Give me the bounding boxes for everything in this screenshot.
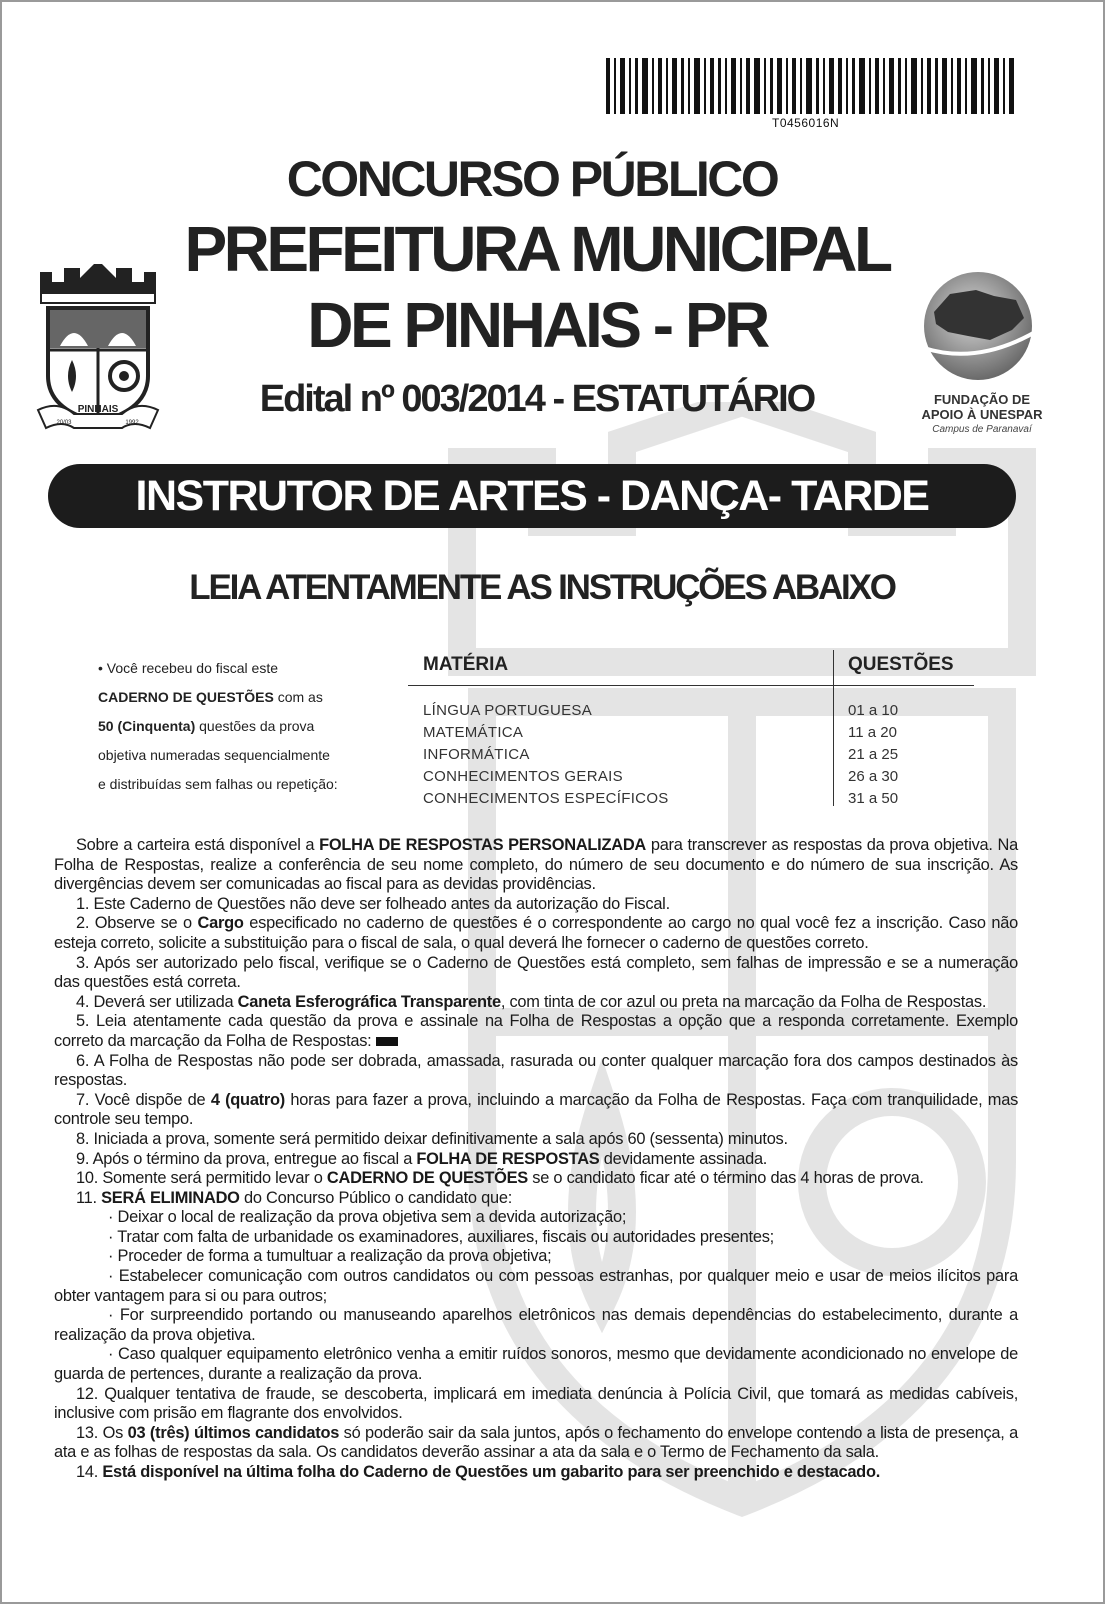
title-line-2: PREFEITURA MUNICIPAL (184, 213, 890, 285)
instruction-3: 3. Após ser autorizado pelo fiscal, verifique se o Caderno de Questões está completo, sem falhas de impressão e se a numeração das questões está correta. (54, 953, 1018, 992)
foundation-campus: Campus de Paranavaí (932, 424, 1032, 435)
table-row: INFORMÁTICA (423, 746, 530, 763)
table-row: CONHECIMENTOS ESPECÍFICOS (423, 790, 669, 807)
table-row: 26 a 30 (848, 768, 899, 785)
table-divider (408, 685, 974, 686)
read-instructions-heading: LEIA ATENTAMENTE AS INSTRUÇÕES ABAIXO (189, 568, 895, 607)
elimination-item-3: · Proceder de forma a tumultuar a realização da prova objetiva; (108, 1247, 552, 1266)
instructions-body (54, 836, 1018, 1483)
answer-mark-example (376, 1037, 398, 1046)
instruction-2: 2. Observe se o Cargo especificado no caderno de questões é o correspondente ao cargo no qual você fez a inscrição. Caso não esteja correto, solicite a substituição para o fiscal de sala, o qual deverá lhe fornecer o caderno de questões correto. (54, 914, 1018, 952)
table-column-divider (833, 650, 834, 806)
position-banner: INSTRUTOR DE ARTES - DANÇA- TARDE (48, 464, 1016, 528)
instruction-6: 6. A Folha de Respostas não pode ser dobrada, amassada, rasurada ou conter qualquer marcação fora dos campos destinados às respostas. (54, 1051, 1018, 1090)
table-row: 21 a 25 (848, 746, 899, 763)
globe-map-icon (920, 266, 1044, 390)
table-row: 31 a 50 (848, 790, 899, 807)
barcode-number: T0456016N (772, 116, 840, 130)
elimination-item-4: · Estabelecer comunicação com outros candidatos ou com pessoas estranhas, por qualquer meio e usar de meios ilícitos para obter vantagem para si ou para outros; (54, 1267, 1018, 1305)
instruction-11: 11. SERÁ ELIMINADO do Concurso Público o candidato que: (76, 1188, 512, 1207)
crest-year-left: 20/03 (56, 420, 72, 426)
foundation-name: FUNDAÇÃO DE APOIO À UNESPAR (921, 392, 1043, 422)
instruction-5: 5. Leia atentamente cada questão da prova e assinale na Folha de Respostas a opção que a responda corretamente. Exemplo correto da marcação da Folha de Respostas: (54, 1012, 1018, 1050)
elimination-item-1: · Deixar o local de realização da prova objetiva sem a devida autorização; (108, 1208, 627, 1227)
questions-column-header: QUESTÕES (848, 654, 954, 675)
instruction-10: 10. Somente será permitido levar o CADERNO DE QUESTÕES se o candidato ficar até o término das 4 horas de prova. (76, 1169, 924, 1188)
table-row: LÍNGUA PORTUGUESA (423, 702, 593, 719)
instruction-8: 8. Iniciada a prova, somente será permitido deixar definitivamente a sala após 60 (sessenta) minutos. (76, 1129, 788, 1148)
table-row: CONHECIMENTOS GERAIS (423, 768, 623, 785)
instruction-14: 14. Está disponível na última folha do Caderno de Questões um gabarito para ser preenchido e destacado. (76, 1463, 881, 1481)
instruction-7: 7. Você dispõe de 4 (quatro) horas para fazer a prova, incluindo a marcação da Folha de Respostas. Faça com tranquilidade, mas controle seu tempo. (54, 1090, 1019, 1129)
title-line-1: CONCURSO PÚBLICO (286, 151, 778, 207)
instruction-1: 1. Este Caderno de Questões não deve ser folheado antes da autorização do Fiscal. (76, 894, 670, 913)
edital-line: Edital nº 003/2014 - ESTATUTÁRIO (259, 378, 815, 420)
barcode-icon (606, 58, 1016, 114)
table-row: MATEMÁTICA (423, 724, 524, 741)
instruction-9: 9. Após o término da prova, entregue ao fiscal a FOLHA DE RESPOSTAS devidamente assinada. (76, 1149, 768, 1168)
table-row: 11 a 20 (848, 724, 897, 741)
instruction-12: 12. Qualquer tentativa de fraude, se descoberta, implicará em imediata denúncia à Polícia Civil, que tomará as medidas cabíveis, inclusive com prisão em flagrante dos envolvidos. (54, 1384, 1018, 1423)
instruction-intro: Sobre a carteira está disponível a FOLHA DE RESPOSTAS PERSONALIZADA para transcrever as respostas da prova objetiva. Na Folha de Respostas, realize a conferência de seu nome completo, do número de seu documento e do número de sua inscrição. As divergências devem ser comunicadas ao fiscal para as devidas providências. (54, 836, 1019, 894)
instruction-4: 4. Deverá ser utilizada Caneta Esferográfica Transparente, com tinta de cor azul ou preta na marcação da Folha de Respostas. (76, 992, 987, 1011)
elimination-item-2: · Tratar com falta de urbanidade os examinadores, auxiliares, fiscais ou autoridades presentes; (108, 1227, 774, 1246)
subject-column-header: MATÉRIA (423, 654, 509, 675)
crest-year-right: 1992 (125, 420, 139, 426)
crest-banner-text: PINHAIS (77, 404, 119, 415)
table-row: 01 a 10 (848, 702, 899, 719)
elimination-item-6: · Caso qualquer equipamento eletrônico venha a emitir ruídos sonoros, mesmo que devidamente acondicionado no envelope de guarda de pertences, durante a realização da prova. (54, 1345, 1018, 1384)
intro-text: • Você recebeu do fiscal este CADERNO DE QUESTÕES com as 50 (Cinquenta) questões da prova objetiva numeradas sequencialmente e distribuídas sem falhas ou repetição: (98, 660, 338, 792)
question-range-list (848, 700, 898, 810)
subject-list (423, 700, 669, 810)
title-line-3: DE PINHAIS - PR (307, 289, 767, 361)
elimination-item-5: · For surpreendido portando ou manuseando aparelhos eletrônicos nas demais dependências do estabelecimento, durante a realização da prova objetiva. (54, 1306, 1018, 1344)
instruction-13: 13. Os 03 (três) últimos candidatos só poderão sair da sala juntos, após o fechamento do envelope contendo a lista de presença, a ata e as folhas de respostas da sala. Os candidatos deverão assinar a ata da sala e o Termo de Fechamento da sala. (54, 1423, 1018, 1462)
